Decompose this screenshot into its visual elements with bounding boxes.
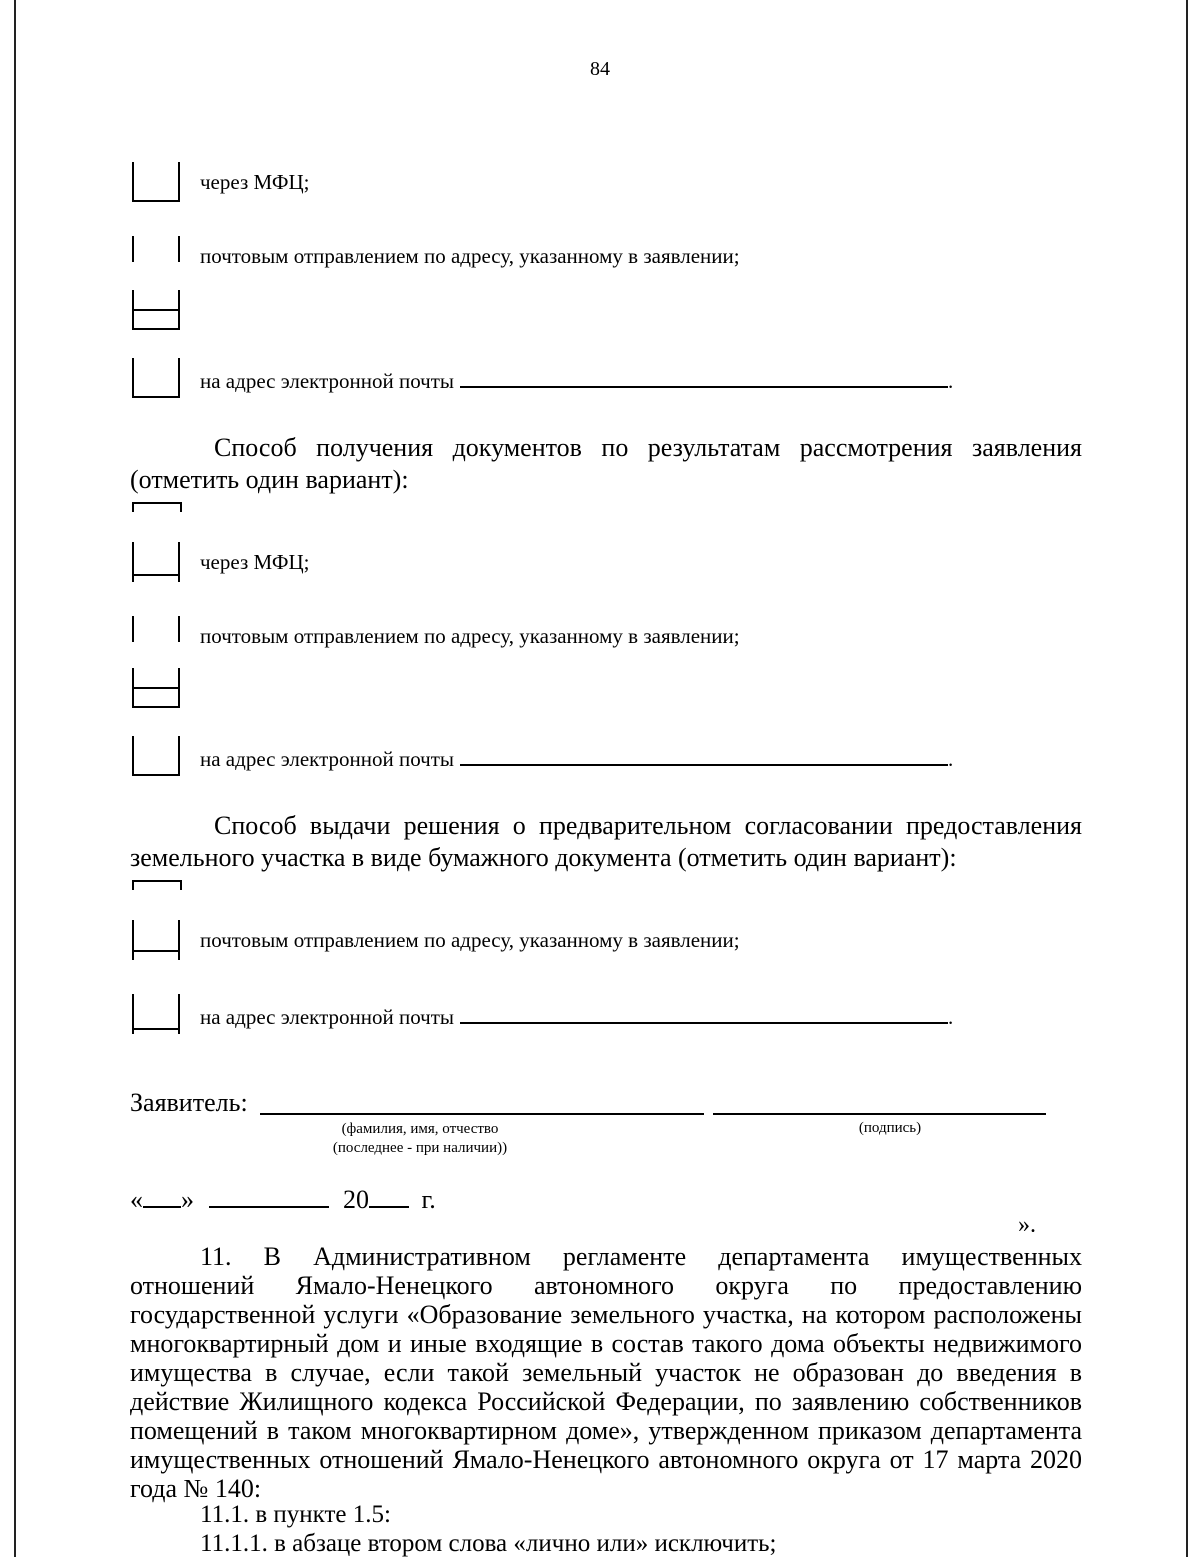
amendment-text: 11. В Административном регламенте департамента имущественных отношений Ямало-Ненецкого автономного округа по предоставлению государственной услуги «Образование земельного участка, на котором расположены многоквартирный дом и иные входящие в состав такого дома объекты недвижимого имущества в случае, если такой земельный участок не образован до введения в действие Жилищного кодекса Российской Федерации, по заявлению собственников помещений в таком многоквартирном доме», утвержденном приказом департамента имущественных отношений Ямало-Ненецкого автономного округа от 17 марта 2020 года № 140: xyxy=(130,1242,1082,1503)
month-blank[interactable] xyxy=(209,1184,329,1208)
checkbox-top-edge xyxy=(132,502,182,512)
section-heading-receipt: Способ получения документов по результатам рассмотрения заявления (отметить один вариант): xyxy=(130,433,1082,494)
option-label: через МФЦ; xyxy=(200,170,310,194)
checkbox-mfc-2[interactable] xyxy=(132,542,178,582)
signature-caption: (подпись) xyxy=(858,1120,922,1136)
checkbox-mfc-1[interactable] xyxy=(132,162,178,202)
checkbox-post-3[interactable] xyxy=(132,920,178,960)
page-number: 84 xyxy=(590,58,610,80)
option-label-email: на адрес электронной почты . xyxy=(200,366,953,394)
checkbox-top-edge xyxy=(132,880,182,890)
email-blank-line[interactable] xyxy=(460,744,948,766)
section-heading-paper-delivery: Способ выдачи решения о предварительном согласовании предоставления земельного участка в виде бумажного документа (отметить один вариант): xyxy=(130,811,1082,872)
closing-quote-mark: ». xyxy=(1018,1212,1036,1238)
signature-blank-line[interactable] xyxy=(713,1113,1046,1115)
checkbox-post-2[interactable] xyxy=(132,616,178,642)
option-label-email: на адрес электронной почты . xyxy=(200,1002,953,1030)
option-label: почтовым отправлением по адресу, указанному в заявлении; xyxy=(200,244,740,268)
checkbox-email-1[interactable] xyxy=(132,358,178,398)
email-blank-line[interactable] xyxy=(460,1002,948,1024)
email-blank-line[interactable] xyxy=(460,366,948,388)
name-blank-line[interactable] xyxy=(260,1113,704,1115)
date-line: « » 20 г. xyxy=(130,1185,436,1214)
day-blank[interactable] xyxy=(143,1184,181,1208)
page-edge-right xyxy=(1186,0,1188,1557)
option-label: почтовым отправлением по адресу, указанному в заявлении; xyxy=(200,928,740,952)
checkbox-email-2[interactable] xyxy=(132,736,178,776)
amendment-paragraph xyxy=(130,1242,1082,1503)
amendment-item-1: 11.1. в пункте 1.5: xyxy=(200,1501,391,1528)
applicant-label: Заявитель: xyxy=(130,1088,248,1117)
option-label: через МФЦ; xyxy=(200,550,310,574)
name-caption: (фамилия, имя, отчество (последнее - при наличии)) xyxy=(332,1121,508,1156)
page-edge-left xyxy=(14,0,16,1557)
checkbox-post-1[interactable] xyxy=(132,236,178,262)
amendment-item-1-1: 11.1.1. в абзаце втором слова «лично или» исключить; xyxy=(200,1530,777,1557)
year-blank[interactable] xyxy=(369,1184,409,1208)
option-label: почтовым отправлением по адресу, указанному в заявлении; xyxy=(200,624,740,648)
option-label-email: на адрес электронной почты . xyxy=(200,744,953,772)
checkbox-email-3[interactable] xyxy=(132,994,178,1034)
